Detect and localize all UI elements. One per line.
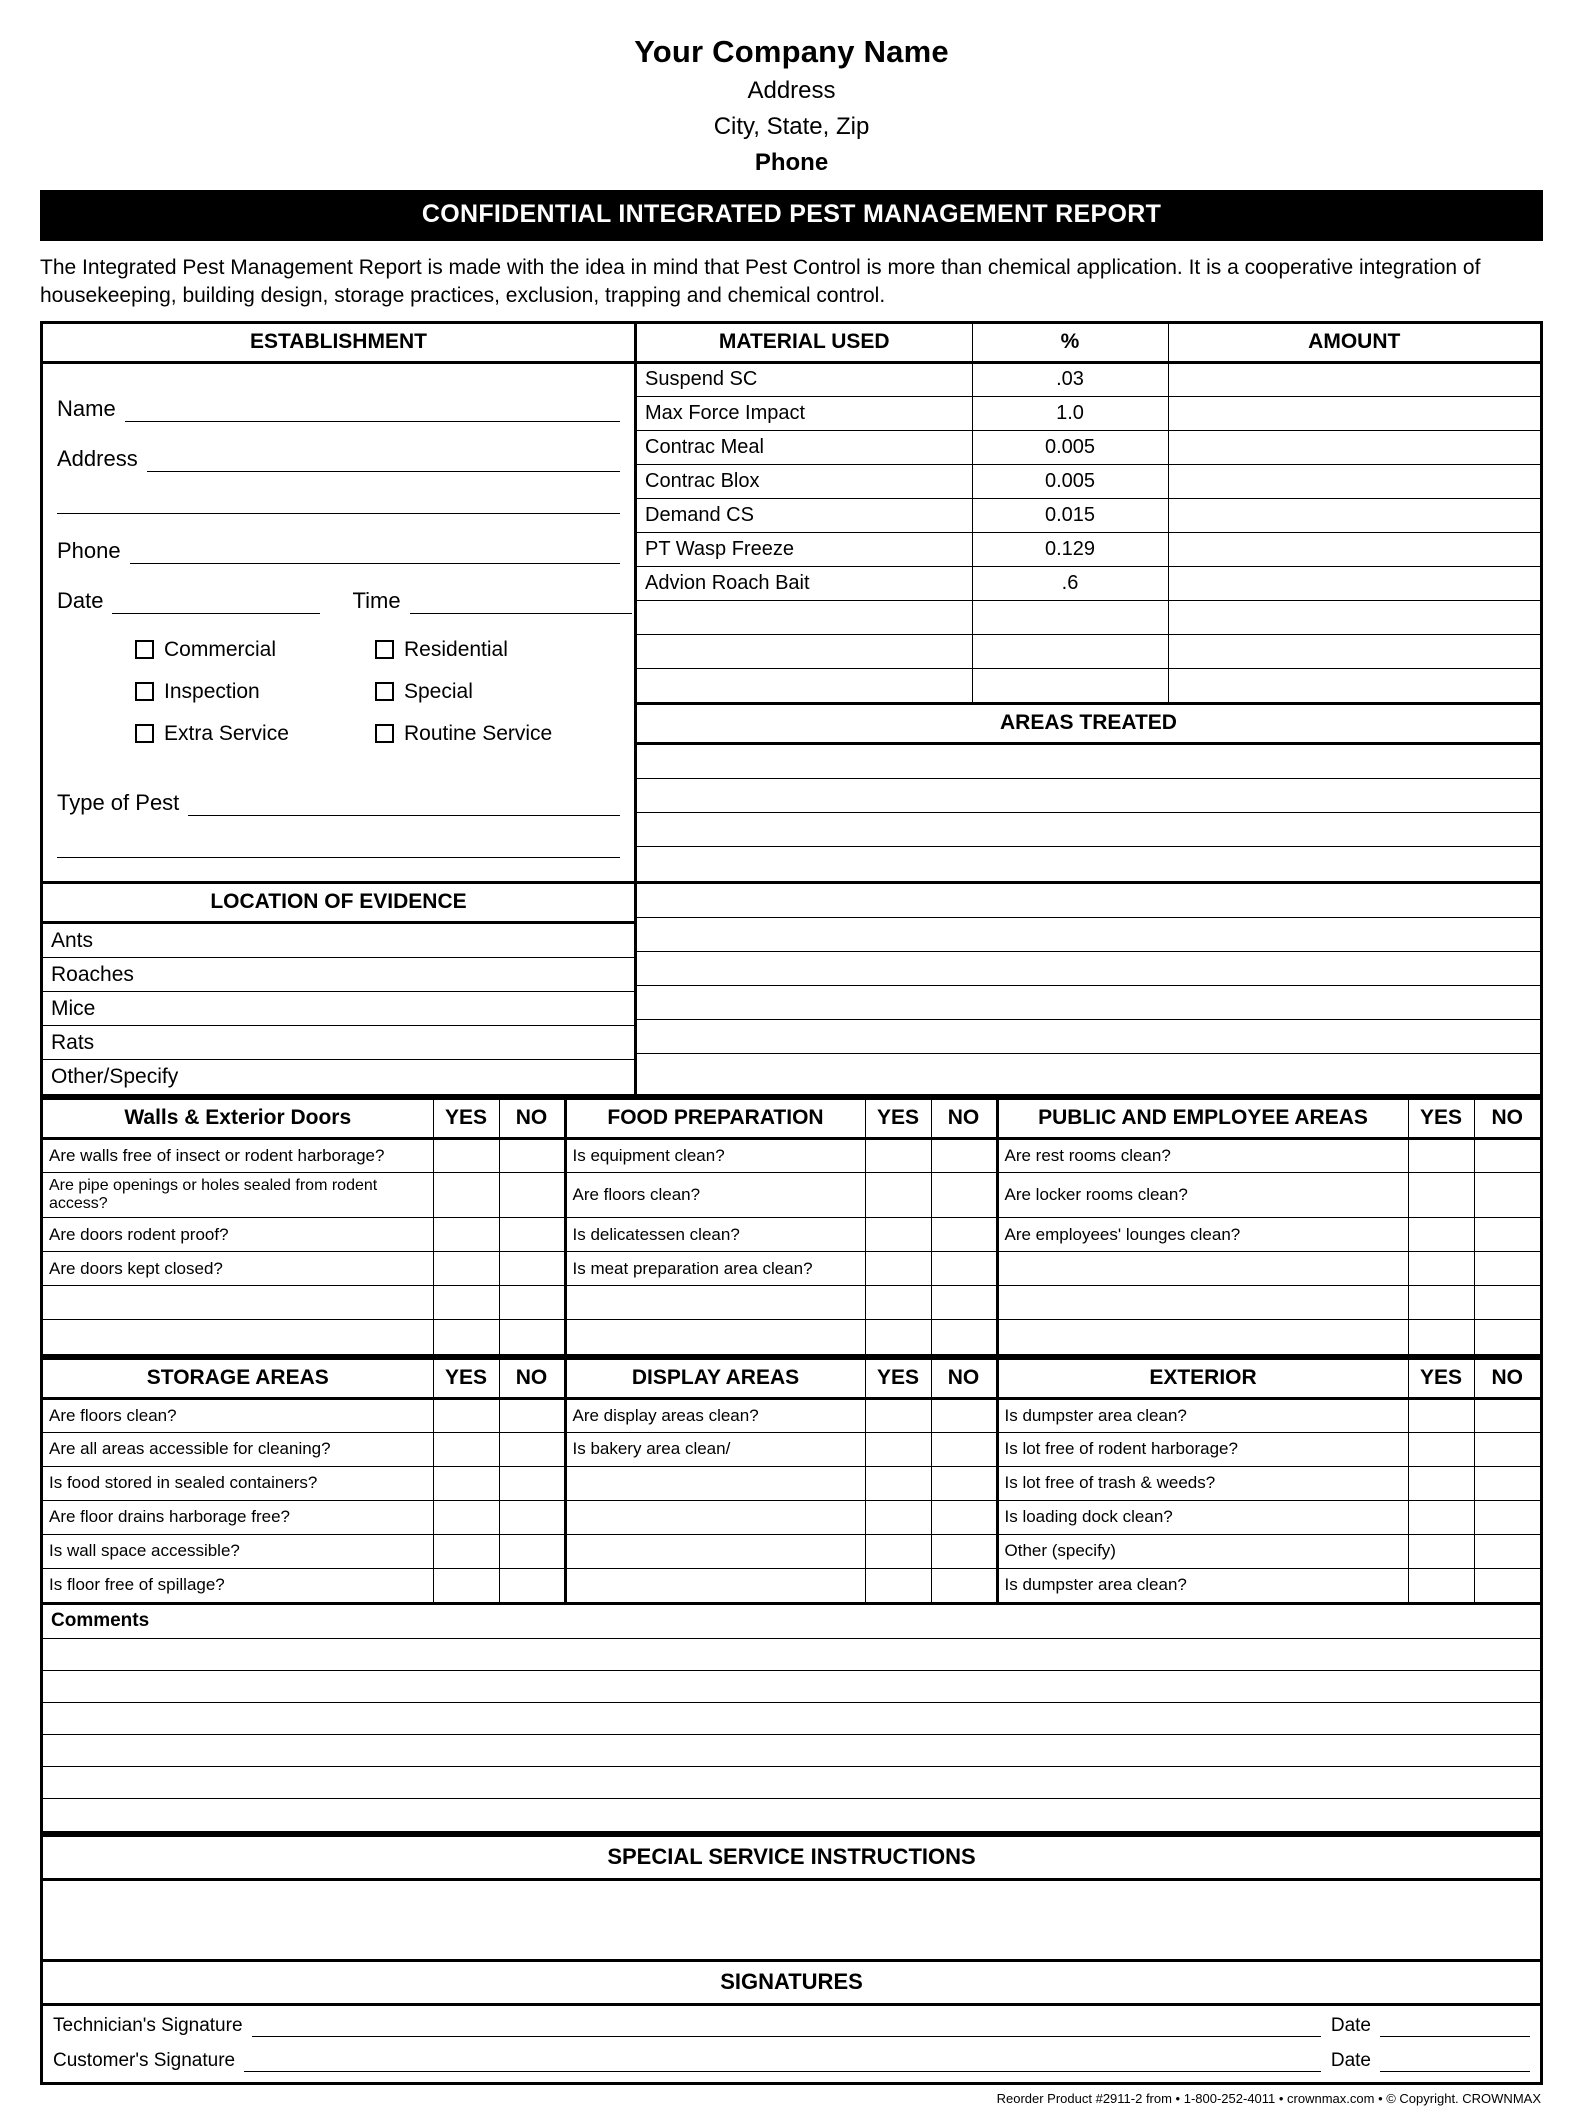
customer-date-input[interactable]: [1380, 2056, 1530, 2072]
display-item: Is bakery area clean/: [565, 1432, 865, 1466]
company-address: Address: [747, 77, 836, 104]
display-no-cell[interactable]: [931, 1500, 997, 1534]
public-areas-yes-cell[interactable]: [1408, 1252, 1474, 1286]
signatures-heading: SIGNATURES: [40, 1959, 1543, 2006]
storage-yes-cell[interactable]: [433, 1466, 499, 1500]
walls-yes-cell[interactable]: [433, 1252, 499, 1286]
phone-input[interactable]: [130, 546, 620, 564]
footer-reorder-info: Reorder Product #2911-2 from • 1-800-252-4011 • crownmax.com • © Copyright. CROWNMAX: [996, 2091, 1541, 2106]
material-amount-cell[interactable]: [1168, 464, 1540, 498]
table-row: [43, 1320, 1540, 1354]
storage-no-cell[interactable]: [499, 1568, 565, 1602]
material-amount-cell[interactable]: [1168, 532, 1540, 566]
material-percent-cell[interactable]: 0.005: [972, 464, 1168, 498]
material-amount-cell[interactable]: [1168, 600, 1540, 634]
address-field-row: [57, 446, 620, 472]
exterior-item: Is dumpster area clean?: [997, 1568, 1408, 1602]
checklist-header-row: [43, 1358, 1540, 1398]
table-row: [637, 362, 1540, 396]
table-row: [637, 464, 1540, 498]
type-of-pest-label: Type of Pest: [57, 789, 180, 815]
storage-no-header: NO: [499, 1358, 565, 1398]
checkbox-square-icon[interactable]: [135, 640, 154, 659]
technician-signature-row: [53, 2015, 1530, 2037]
exterior-yes-cell[interactable]: [1408, 1398, 1474, 1432]
material-amount-cell[interactable]: [1168, 396, 1540, 430]
areas-treated-input[interactable]: [637, 847, 1540, 881]
public-areas-heading: PUBLIC AND EMPLOYEE AREAS: [997, 1099, 1408, 1139]
comments-input-line[interactable]: [43, 1735, 1540, 1767]
walls-no-cell[interactable]: [499, 1173, 565, 1218]
storage-no-cell[interactable]: [499, 1398, 565, 1432]
exterior-item: Is dumpster area clean?: [997, 1398, 1408, 1432]
walls-no-header: NO: [499, 1099, 565, 1139]
evidence-row-other[interactable]: Other/Specify: [51, 1065, 179, 1089]
address-input[interactable]: [147, 454, 620, 472]
food-prep-item: Are floors clean?: [565, 1173, 865, 1218]
areas-treated-input[interactable]: [637, 952, 1540, 986]
food-prep-yes-cell[interactable]: [865, 1320, 931, 1354]
storage-no-cell[interactable]: [499, 1500, 565, 1534]
checkbox-residential[interactable]: [375, 638, 615, 662]
areas-treated-input[interactable]: [637, 745, 1540, 779]
evidence-row-roaches[interactable]: Roaches: [43, 958, 634, 992]
table-row: [43, 1398, 1540, 1432]
material-name-cell[interactable]: [637, 600, 972, 634]
material-percent-cell[interactable]: .03: [972, 362, 1168, 396]
areas-treated-input[interactable]: [637, 813, 1540, 847]
address-second-row: [57, 496, 620, 514]
areas-treated-input[interactable]: [637, 1054, 1540, 1088]
storage-yes-cell[interactable]: [433, 1534, 499, 1568]
table-row: [637, 396, 1540, 430]
table-row: [43, 1500, 1540, 1534]
exterior-item: Is loading dock clean?: [997, 1500, 1408, 1534]
material-name-cell[interactable]: PT Wasp Freeze: [637, 532, 972, 566]
food-prep-no-cell[interactable]: [931, 1139, 997, 1173]
display-no-cell[interactable]: [931, 1466, 997, 1500]
material-amount-cell[interactable]: [1168, 498, 1540, 532]
technician-date-input[interactable]: [1380, 2021, 1530, 2037]
checkbox-commercial-label: Commercial: [164, 637, 277, 661]
food-prep-yes-header: YES: [865, 1099, 931, 1139]
comments-input-line[interactable]: [43, 1639, 1540, 1671]
walls-no-cell[interactable]: [499, 1252, 565, 1286]
checklist-header-row: [43, 1099, 1540, 1139]
exterior-yes-header: YES: [1408, 1358, 1474, 1398]
checklist-bottom-table: [43, 1357, 1540, 1603]
table-row: [637, 498, 1540, 532]
storage-no-cell[interactable]: [499, 1534, 565, 1568]
areas-treated-continued: [637, 884, 1540, 1094]
display-no-cell[interactable]: [931, 1534, 997, 1568]
food-prep-yes-cell[interactable]: [865, 1218, 931, 1252]
display-item[interactable]: [565, 1500, 865, 1534]
table-row: [43, 1139, 1540, 1173]
technician-date-label: Date: [1330, 2015, 1371, 2037]
exterior-yes-cell[interactable]: [1408, 1432, 1474, 1466]
food-prep-yes-cell[interactable]: [865, 1173, 931, 1218]
public-areas-no-header: NO: [1474, 1099, 1540, 1139]
public-areas-item[interactable]: [997, 1286, 1408, 1320]
display-yes-cell[interactable]: [865, 1568, 931, 1602]
material-amount-cell[interactable]: [1168, 668, 1540, 702]
comments-input-line[interactable]: [43, 1703, 1540, 1735]
walls-item[interactable]: [43, 1320, 433, 1354]
food-prep-yes-cell[interactable]: [865, 1139, 931, 1173]
type-of-pest-input[interactable]: [188, 798, 620, 816]
address-label: Address: [57, 445, 138, 471]
walls-no-cell[interactable]: [499, 1286, 565, 1320]
display-item[interactable]: [565, 1568, 865, 1602]
customer-signature-row: [53, 2050, 1530, 2072]
table-row: [43, 1534, 1540, 1568]
material-percent-cell[interactable]: .6: [972, 566, 1168, 600]
public-areas-item: Are locker rooms clean?: [997, 1173, 1408, 1218]
public-areas-yes-header: YES: [1408, 1099, 1474, 1139]
food-prep-item[interactable]: [565, 1320, 865, 1354]
areas-treated-input[interactable]: [637, 779, 1540, 813]
public-areas-item: Are rest rooms clean?: [997, 1139, 1408, 1173]
material-name-cell[interactable]: [637, 668, 972, 702]
checkbox-square-icon[interactable]: [375, 724, 394, 743]
material-name-cell[interactable]: Contrac Meal: [637, 430, 972, 464]
checklist-top-table: [43, 1097, 1540, 1353]
table-row: [43, 1252, 1540, 1286]
storage-yes-cell[interactable]: [433, 1432, 499, 1466]
exterior-yes-cell[interactable]: [1408, 1466, 1474, 1500]
storage-yes-cell[interactable]: [433, 1568, 499, 1602]
material-amount-cell[interactable]: [1168, 566, 1540, 600]
food-prep-item: Is meat preparation area clean?: [565, 1252, 865, 1286]
display-no-cell[interactable]: [931, 1398, 997, 1432]
food-prep-item: Is delicatessen clean?: [565, 1218, 865, 1252]
table-row: [43, 1286, 1540, 1320]
public-areas-yes-cell[interactable]: [1408, 1218, 1474, 1252]
technician-signature-input[interactable]: [252, 2021, 1321, 2037]
exterior-no-cell[interactable]: [1474, 1466, 1540, 1500]
checkbox-square-icon[interactable]: [135, 724, 154, 743]
food-prep-no-cell[interactable]: [931, 1218, 997, 1252]
material-amount-cell[interactable]: [1168, 634, 1540, 668]
table-row: [43, 1568, 1540, 1602]
time-label: Time: [352, 587, 401, 613]
technician-signature-label: Technician's Signature: [53, 2015, 243, 2037]
public-areas-yes-cell[interactable]: [1408, 1139, 1474, 1173]
walls-yes-cell[interactable]: [433, 1320, 499, 1354]
table-row: [43, 1432, 1540, 1466]
name-field-row: [57, 396, 620, 422]
material-name-cell[interactable]: Suspend SC: [637, 362, 972, 396]
table-row: [43, 1466, 1540, 1500]
display-no-cell[interactable]: [931, 1568, 997, 1602]
display-yes-cell[interactable]: [865, 1466, 931, 1500]
comments-input-line[interactable]: [43, 1767, 1540, 1799]
areas-treated-input[interactable]: [637, 1020, 1540, 1054]
comments-section: [40, 1605, 1543, 1834]
material-percent-cell[interactable]: [972, 634, 1168, 668]
checklist-bottom-group: [40, 1357, 1543, 1606]
areas-treated-heading: AREAS TREATED: [637, 702, 1540, 745]
walls-item: Are doors kept closed?: [43, 1252, 433, 1286]
type-of-pest-row-2: [57, 840, 620, 858]
storage-no-cell[interactable]: [499, 1466, 565, 1500]
checkbox-routine-service-label: Routine Service: [404, 721, 553, 745]
special-service-input[interactable]: [40, 1881, 1543, 1959]
exterior-no-cell[interactable]: [1474, 1500, 1540, 1534]
checkbox-square-icon[interactable]: [135, 682, 154, 701]
table-row: [637, 634, 1540, 668]
walls-yes-cell[interactable]: [433, 1139, 499, 1173]
time-input[interactable]: [410, 596, 632, 614]
evidence-row-ants[interactable]: Ants: [43, 924, 634, 958]
display-yes-cell[interactable]: [865, 1398, 931, 1432]
material-amount-cell[interactable]: [1168, 430, 1540, 464]
address-input-line2[interactable]: [57, 496, 620, 514]
exterior-yes-cell[interactable]: [1408, 1500, 1474, 1534]
material-percent-cell[interactable]: 0.015: [972, 498, 1168, 532]
exterior-item: Is lot free of rodent harborage?: [997, 1432, 1408, 1466]
checklist-top-group: [40, 1097, 1543, 1356]
storage-no-cell[interactable]: [499, 1432, 565, 1466]
table-row: [637, 668, 1540, 702]
public-areas-no-cell[interactable]: [1474, 1139, 1540, 1173]
exterior-no-header: NO: [1474, 1358, 1540, 1398]
walls-yes-header: YES: [433, 1099, 499, 1139]
material-percent-cell[interactable]: 0.005: [972, 430, 1168, 464]
walls-item[interactable]: [43, 1286, 433, 1320]
storage-yes-cell[interactable]: [433, 1398, 499, 1432]
public-areas-yes-cell[interactable]: [1408, 1173, 1474, 1218]
food-prep-no-header: NO: [931, 1099, 997, 1139]
food-prep-no-cell[interactable]: [931, 1320, 997, 1354]
food-prep-no-cell[interactable]: [931, 1286, 997, 1320]
checkbox-commercial[interactable]: [135, 638, 375, 662]
material-col-header: MATERIAL USED: [637, 324, 972, 363]
exterior-item: Other (specify): [997, 1534, 1408, 1568]
exterior-no-cell[interactable]: [1474, 1568, 1540, 1602]
public-areas-no-cell[interactable]: [1474, 1320, 1540, 1354]
public-areas-item[interactable]: [997, 1320, 1408, 1354]
storage-yes-header: YES: [433, 1358, 499, 1398]
report-title-bar: CONFIDENTIAL INTEGRATED PEST MANAGEMENT REPORT: [40, 190, 1543, 241]
table-row: [637, 532, 1540, 566]
comments-input-line[interactable]: [43, 1799, 1540, 1831]
storage-item: Is floor free of spillage?: [43, 1568, 433, 1602]
name-input[interactable]: [125, 404, 620, 422]
storage-item: Are all areas accessible for cleaning?: [43, 1432, 433, 1466]
checkbox-inspection[interactable]: [135, 680, 375, 704]
table-row: [43, 1218, 1540, 1252]
food-prep-item: Is equipment clean?: [565, 1139, 865, 1173]
company-city-state-zip: City, State, Zip: [713, 113, 870, 140]
signatures-section: [40, 2006, 1543, 2085]
name-label: Name: [57, 395, 116, 421]
checkbox-inspection-label: Inspection: [164, 679, 260, 703]
material-name-cell[interactable]: [637, 634, 972, 668]
date-label: Date: [57, 587, 104, 613]
public-areas-no-cell[interactable]: [1474, 1173, 1540, 1218]
report-intro-text: The Integrated Pest Management Report is made with the idea in mind that Pest Control is more than chemical application. It is a cooperative integration of housekeeping, building design, storage practices, exclusion, trapping and chemical control.: [40, 256, 1481, 307]
public-areas-no-cell[interactable]: [1474, 1218, 1540, 1252]
establishment-body: [43, 364, 634, 861]
walls-no-cell[interactable]: [499, 1320, 565, 1354]
material-name-cell[interactable]: Contrac Blox: [637, 464, 972, 498]
amount-col-header: AMOUNT: [1168, 324, 1540, 363]
company-name: Your Company Name: [634, 34, 949, 69]
walls-item: Are walls free of insect or rodent harborage?: [43, 1139, 433, 1173]
areas-treated-input[interactable]: [637, 884, 1540, 918]
display-yes-cell[interactable]: [865, 1534, 931, 1568]
checkbox-square-icon[interactable]: [375, 640, 394, 659]
walls-no-cell[interactable]: [499, 1218, 565, 1252]
comments-label: Comments: [43, 1605, 1540, 1639]
areas-treated-input[interactable]: [637, 986, 1540, 1020]
top-section: [40, 321, 1543, 885]
exterior-item: Is lot free of trash & weeds?: [997, 1466, 1408, 1500]
public-areas-no-cell[interactable]: [1474, 1286, 1540, 1320]
type-of-pest-row: [57, 790, 620, 816]
storage-item: Are floor drains harborage free?: [43, 1500, 433, 1534]
comments-input-line[interactable]: [43, 1671, 1540, 1703]
public-areas-item: Are employees' lounges clean?: [997, 1218, 1408, 1252]
public-areas-no-cell[interactable]: [1474, 1252, 1540, 1286]
type-of-pest-input-line2[interactable]: [57, 840, 620, 858]
food-prep-no-cell[interactable]: [931, 1173, 997, 1218]
display-item[interactable]: [565, 1466, 865, 1500]
date-input[interactable]: [112, 596, 320, 614]
table-row: [637, 566, 1540, 600]
material-name-cell[interactable]: Demand CS: [637, 498, 972, 532]
special-service-heading: SPECIAL SERVICE INSTRUCTIONS: [40, 1834, 1543, 1881]
material-and-areas-section: [637, 324, 1540, 882]
percent-col-header: %: [972, 324, 1168, 363]
material-name-cell[interactable]: Max Force Impact: [637, 396, 972, 430]
customer-signature-label: Customer's Signature: [53, 2050, 236, 2072]
food-prep-no-cell[interactable]: [931, 1252, 997, 1286]
public-areas-yes-cell[interactable]: [1408, 1286, 1474, 1320]
phone-field-row: [57, 538, 620, 564]
areas-treated-rows: [637, 745, 1540, 881]
evidence-row-mice[interactable]: Mice: [43, 992, 634, 1026]
food-prep-heading: FOOD PREPARATION: [565, 1099, 865, 1139]
material-table-header-row: [637, 324, 1540, 363]
exterior-no-cell[interactable]: [1474, 1398, 1540, 1432]
walls-item: Are doors rodent proof?: [43, 1218, 433, 1252]
table-row: [637, 600, 1540, 634]
storage-item: Are floors clean?: [43, 1398, 433, 1432]
walls-yes-cell[interactable]: [433, 1173, 499, 1218]
display-item: Are display areas clean?: [565, 1398, 865, 1432]
customer-date-label: Date: [1330, 2050, 1371, 2072]
display-no-cell[interactable]: [931, 1432, 997, 1466]
food-prep-item[interactable]: [565, 1286, 865, 1320]
storage-yes-cell[interactable]: [433, 1500, 499, 1534]
storage-heading: STORAGE AREAS: [43, 1358, 433, 1398]
service-type-checkbox-grid: [135, 638, 620, 746]
walls-heading: Walls & Exterior Doors: [43, 1099, 433, 1139]
exterior-no-cell[interactable]: [1474, 1432, 1540, 1466]
exterior-no-cell[interactable]: [1474, 1534, 1540, 1568]
checkbox-row-2: [135, 680, 620, 704]
company-phone: Phone: [754, 149, 829, 176]
display-item[interactable]: [565, 1534, 865, 1568]
areas-treated-input[interactable]: [637, 918, 1540, 952]
customer-signature-input[interactable]: [244, 2056, 1321, 2072]
public-areas-item: [997, 1252, 1408, 1286]
checkbox-square-icon[interactable]: [375, 682, 394, 701]
date-time-field-row: [57, 588, 620, 614]
storage-item: Is wall space accessible?: [43, 1534, 433, 1568]
display-heading: DISPLAY AREAS: [565, 1358, 865, 1398]
checkbox-row-1: [135, 638, 620, 662]
walls-yes-cell[interactable]: [433, 1286, 499, 1320]
checkbox-special[interactable]: [375, 680, 615, 704]
table-row: [43, 1173, 1540, 1218]
checkbox-extra-service[interactable]: [135, 722, 375, 746]
display-yes-cell[interactable]: [865, 1432, 931, 1466]
display-yes-header: YES: [865, 1358, 931, 1398]
phone-label: Phone: [57, 537, 121, 563]
checkbox-row-3: [135, 722, 620, 746]
material-percent-cell[interactable]: 0.129: [972, 532, 1168, 566]
establishment-heading: ESTABLISHMENT: [43, 324, 634, 364]
table-row: [637, 430, 1540, 464]
location-of-evidence-section: [43, 884, 637, 1094]
display-no-header: NO: [931, 1358, 997, 1398]
walls-no-cell[interactable]: [499, 1139, 565, 1173]
checkbox-routine-service[interactable]: [375, 722, 615, 746]
food-prep-yes-cell[interactable]: [865, 1252, 931, 1286]
walls-item: Are pipe openings or holes sealed from rodent access?: [43, 1173, 433, 1218]
exterior-heading: EXTERIOR: [997, 1358, 1408, 1398]
material-percent-cell[interactable]: [972, 600, 1168, 634]
exterior-yes-cell[interactable]: [1408, 1568, 1474, 1602]
material-used-table: [637, 324, 1540, 703]
location-of-evidence-heading: LOCATION OF EVIDENCE: [43, 884, 634, 924]
storage-item: Is food stored in sealed containers?: [43, 1466, 433, 1500]
checkbox-residential-label: Residential: [404, 637, 508, 661]
establishment-section: [43, 324, 637, 882]
material-percent-cell[interactable]: [972, 668, 1168, 702]
material-percent-cell[interactable]: 1.0: [972, 396, 1168, 430]
public-areas-yes-cell[interactable]: [1408, 1320, 1474, 1354]
checkbox-special-label: Special: [404, 679, 473, 703]
material-name-cell[interactable]: Advion Roach Bait: [637, 566, 972, 600]
walls-yes-cell[interactable]: [433, 1218, 499, 1252]
checkbox-extra-service-label: Extra Service: [164, 721, 289, 745]
location-of-evidence-band: [40, 884, 1543, 1097]
display-yes-cell[interactable]: [865, 1500, 931, 1534]
exterior-yes-cell[interactable]: [1408, 1534, 1474, 1568]
evidence-row-rats[interactable]: Rats: [43, 1026, 634, 1060]
food-prep-yes-cell[interactable]: [865, 1286, 931, 1320]
material-amount-cell[interactable]: [1168, 362, 1540, 396]
